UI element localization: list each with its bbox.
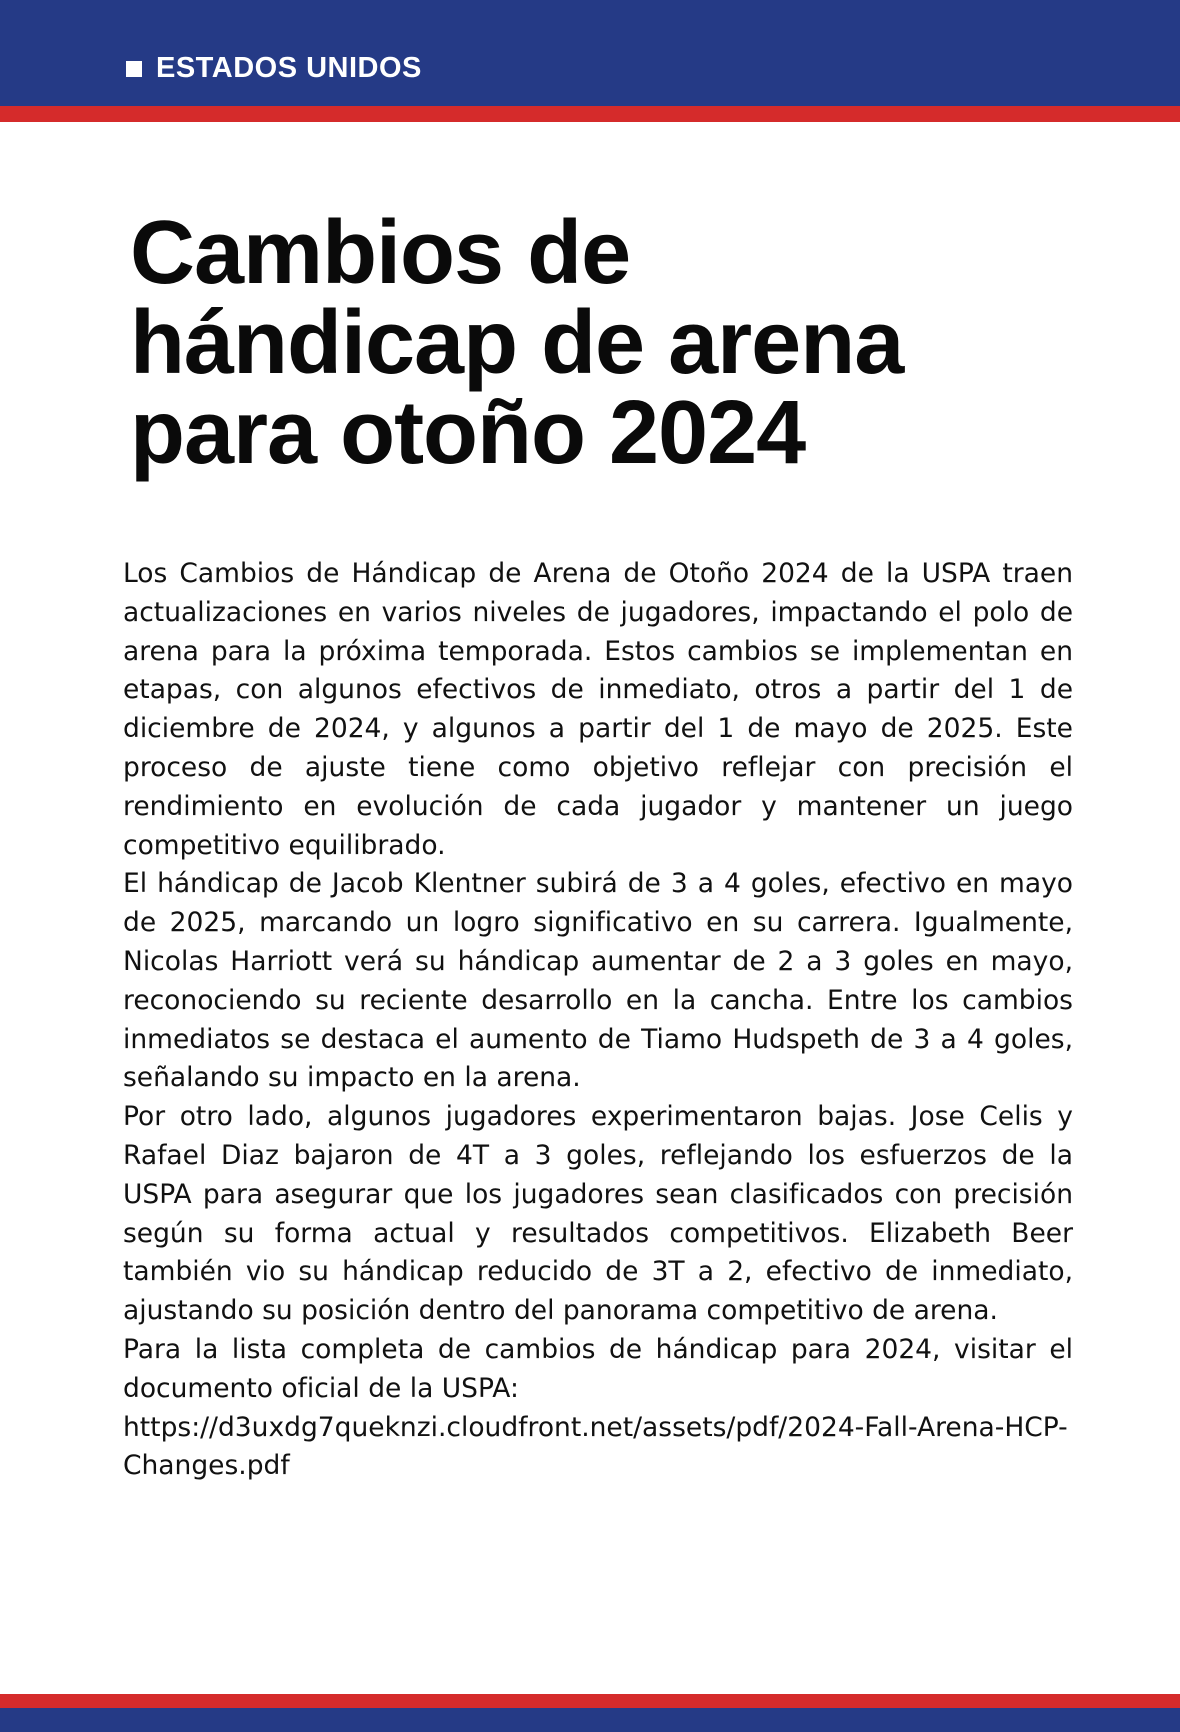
body-paragraph: Por otro lado, algunos jugadores experimentaron bajas. Jose Celis y Rafael Diaz bajaron de 4T a 3 goles, reflejando los esfuerzos de la USPA para asegurar que los jugadores sean clasificados con precisión según su forma actual y resultados competitivos. Elizabeth Beer también vio su hándicap reducido de 3T a 2, efectivo de inmediato, ajustando su posición dentro del panorama competitivo de arena. xyxy=(123,1101,1073,1327)
body-paragraph: Para la lista completa de cambios de hándicap para 2024, visitar el documento oficial de la USPA: xyxy=(123,1333,1073,1404)
title-line: para otoño 2024 xyxy=(130,383,806,483)
article-body xyxy=(123,555,1073,1486)
header-accent-stripe xyxy=(0,106,1180,122)
square-bullet-icon xyxy=(126,61,142,77)
article-title xyxy=(130,203,1130,483)
body-paragraph: El hándicap de Jacob Klentner subirá de 3 a 4 goles, efectivo en mayo de 2025, marcando un logro significativo en su carrera. Igualmente, Nicolas Harriott verá su hándicap aumentar de 2 a 3 goles en mayo, reconociendo su reciente desarrollo en la cancha. Entre los cambios inmediatos se destaca el aumento de Tiamo Hudspeth de 3 a 4 goles, señalando su impacto en la arena. xyxy=(123,868,1073,1094)
body-paragraph: Los Cambios de Hándicap de Arena de Otoño 2024 de la USPA traen actualizaciones en varios niveles de jugadores, impactando el polo de arena para la próxima temporada. Estos cambios se implementan en etapas, con algunos efectivos de inmediato, otros a partir del 1 de diciembre de 2024, y algunos a partir del 1 de mayo de 2025. Este proceso de ajuste tiene como objetivo reflejar con precisión el rendimiento en evolución de cada jugador y mantener un juego competitivo equilibrado. xyxy=(123,558,1073,861)
footer-band xyxy=(0,1708,1180,1732)
section-label-text: ESTADOS UNIDOS xyxy=(156,52,422,84)
title-line: hándicap de arena xyxy=(130,293,904,393)
title-line: Cambios de xyxy=(130,203,631,303)
section-label xyxy=(126,52,422,85)
document-link[interactable]: https://d3uxdg7queknzi.cloudfront.net/assets/pdf/2024-Fall-Arena-HCP-Changes.pdf xyxy=(123,1411,1068,1482)
footer-accent-stripe xyxy=(0,1694,1180,1708)
